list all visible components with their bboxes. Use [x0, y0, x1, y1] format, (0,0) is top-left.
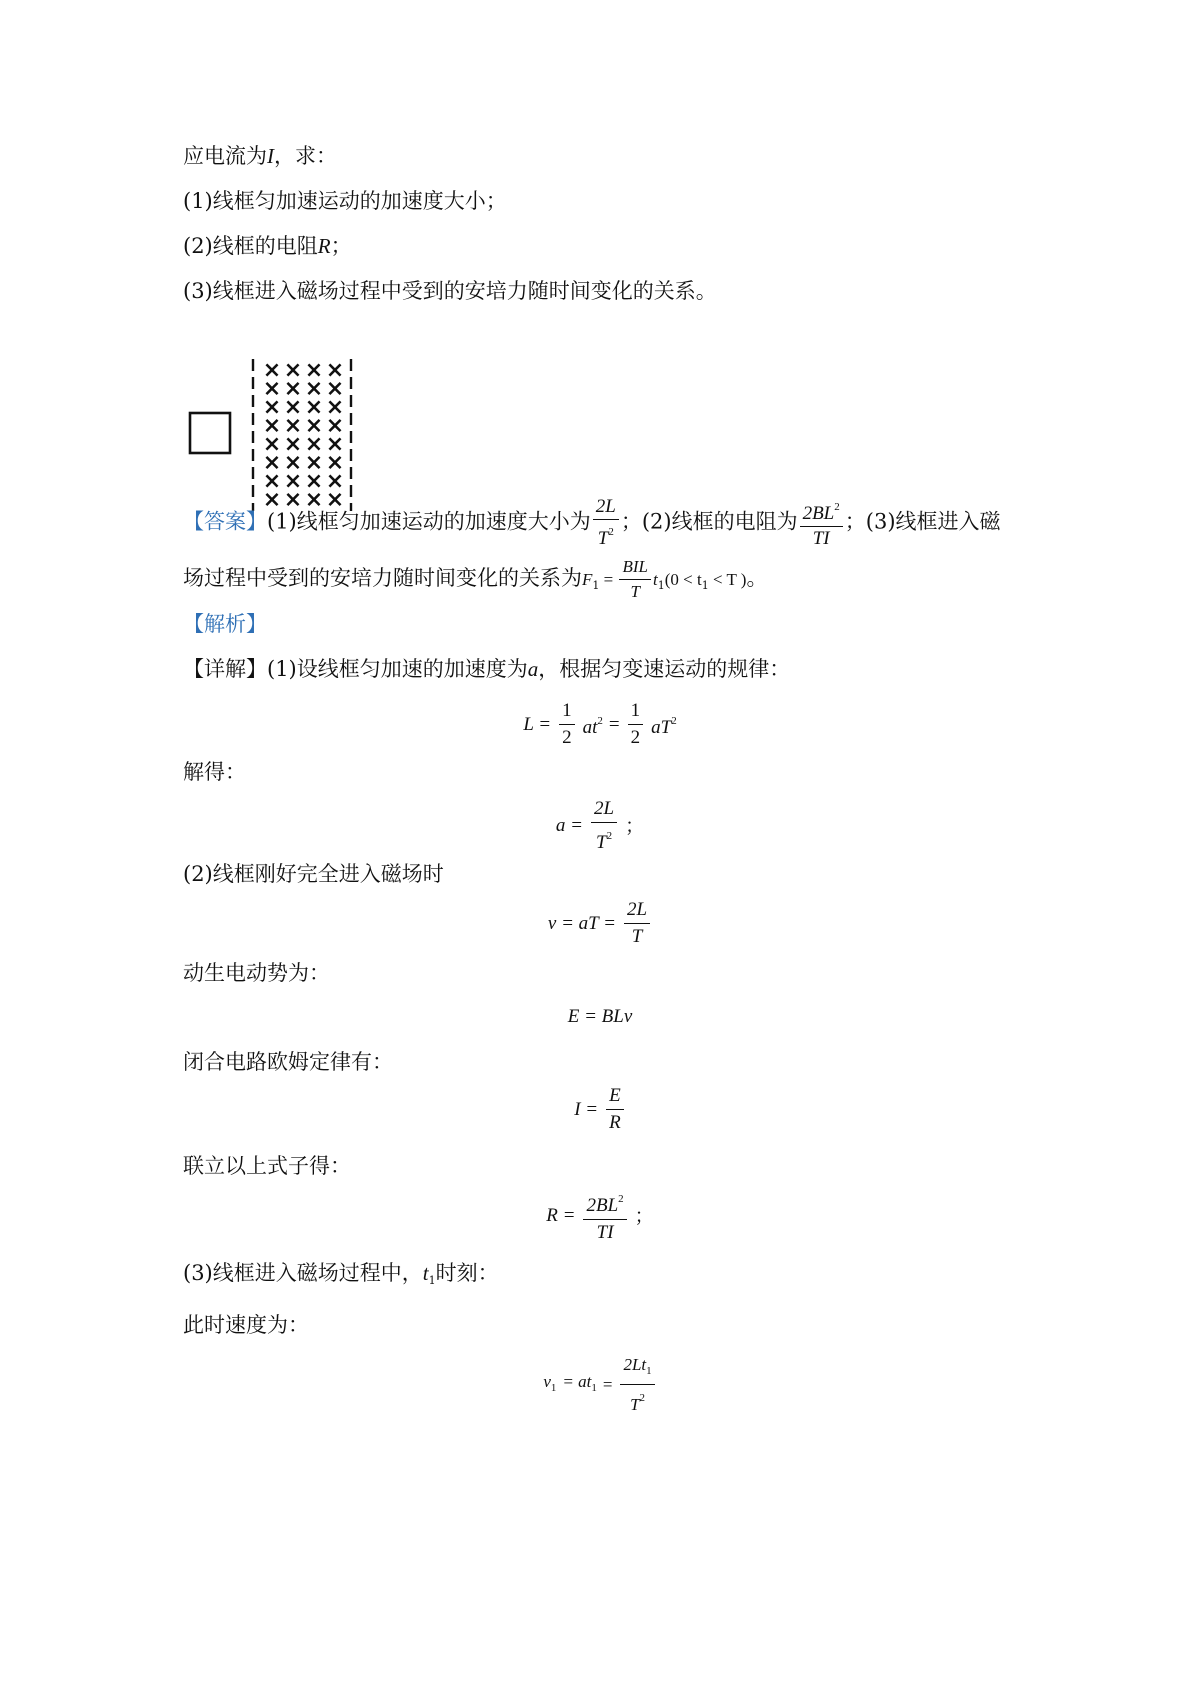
equation-acceleration: a = $\frac{2L}{T^2}$ ； [555, 798, 645, 853]
equation-velocity: v = aT = $\frac{2L}{T}$ [0, 899, 1200, 948]
field-cross-mark: × [262, 413, 282, 439]
field-cross-mark: × [283, 395, 303, 420]
field-cross-mark: × [304, 413, 324, 439]
equation-emf: E = BLv [567, 1006, 633, 1027]
field-cross-mark: × [262, 432, 282, 457]
field-cross-mark: × [325, 469, 345, 494]
analysis-tag: 【解析】 [183, 612, 267, 636]
field-cross-mark: × [262, 469, 282, 494]
field-cross-mark: × [325, 358, 345, 383]
field-cross-mark: × [304, 432, 324, 457]
speed-label: 此时速度为： [183, 1313, 309, 1337]
emf-label: 动生电动势为： [183, 961, 330, 985]
field-cross-mark: × [325, 432, 345, 457]
field-cross-mark: × [283, 413, 303, 439]
field-cross-mark: × [262, 376, 282, 402]
field-cross-mark: × [325, 487, 345, 513]
field-cross-mark: × [325, 450, 345, 476]
combine-label: 联立以上式子得： [183, 1154, 351, 1178]
field-cross-mark: × [283, 469, 303, 494]
field-cross-mark: × [304, 376, 324, 402]
field-cross-mark: × [325, 376, 345, 402]
detail-step-3: (3)线框进入磁场过程中，$t_1$时刻： [183, 1261, 499, 1287]
field-cross-mark: × [283, 487, 303, 513]
solve-label: 解得： [183, 760, 246, 784]
field-cross-mark: × [262, 395, 282, 420]
equation-ohm: I = $\frac{E}{R}$ [0, 1085, 1200, 1134]
field-cross-mark: × [283, 432, 303, 457]
detail-step-2: (2)线框刚好完全进入磁场时 [183, 862, 444, 886]
equation-resistance: R = $\frac{2BL^2}{TI}$ ； [0, 1188, 1200, 1244]
answer-accel-fraction: $\frac{2L}{T^2}$ [593, 496, 619, 550]
field-cross-mark: × [283, 376, 303, 402]
magnetic-field-crosses [263, 358, 344, 513]
detail-tag: 【详解】 [183, 657, 267, 681]
answer-tag: 【答案】 [183, 509, 267, 534]
question-2: (2)线框的电阻R； [183, 234, 352, 258]
square-coil [190, 413, 230, 453]
question-intro: 应电流为I，求： [183, 144, 337, 168]
ohm-label: 闭合电路欧姆定律有： [183, 1050, 393, 1074]
field-cross-mark: × [283, 450, 303, 476]
field-cross-mark: × [304, 469, 324, 494]
equation-speed-t1: $v_1$ = $at_1$ = $\frac{2Lt_1}{T^2}$ [0, 1354, 1200, 1416]
magnetic-field-figure [188, 355, 358, 515]
field-cross-mark: × [304, 358, 324, 383]
question-3: (3)线框进入磁场过程中受到的安培力随时间变化的关系。 [183, 279, 717, 303]
answer-line-2: 场过程中受到的安培力随时间变化的关系为$F_1$ = $\frac{\text{BIL}}{T}$ $t_1(0 < t_1 < T$ )。 [183, 557, 768, 601]
field-cross-mark: × [262, 450, 282, 476]
field-cross-mark: × [304, 487, 324, 513]
equation-displacement: L = $\frac{1}{2}$ $at^2$ = $\frac{1}{2}$ $aT^2$ [523, 700, 677, 748]
answer-line-1: 【答案】(1)线框匀加速运动的加速度大小为 $\frac{2L}{T^2}$ ；(2)线框的电阻为 $\frac{2BL^2}{TI}$ ；(3)线框进入磁 [183, 496, 1001, 549]
field-cross-mark: × [304, 450, 324, 476]
field-cross-mark: × [304, 395, 324, 420]
answer-force-fraction: $\frac{\text{BIL}}{T}$ [619, 556, 651, 603]
question-1: (1)线框匀加速运动的加速度大小； [183, 189, 507, 213]
field-cross-mark: × [325, 395, 345, 420]
field-cross-mark: × [262, 487, 282, 513]
answer-resistance-fraction: $\frac{2BL^2}{TI}$ [800, 496, 843, 550]
field-cross-mark: × [262, 358, 282, 383]
field-cross-mark: × [325, 413, 345, 439]
field-cross-mark: × [283, 358, 303, 383]
detail-step-1: 【详解】(1)设线框匀加速的加速度为a，根据匀变速运动的规律： [183, 657, 791, 681]
